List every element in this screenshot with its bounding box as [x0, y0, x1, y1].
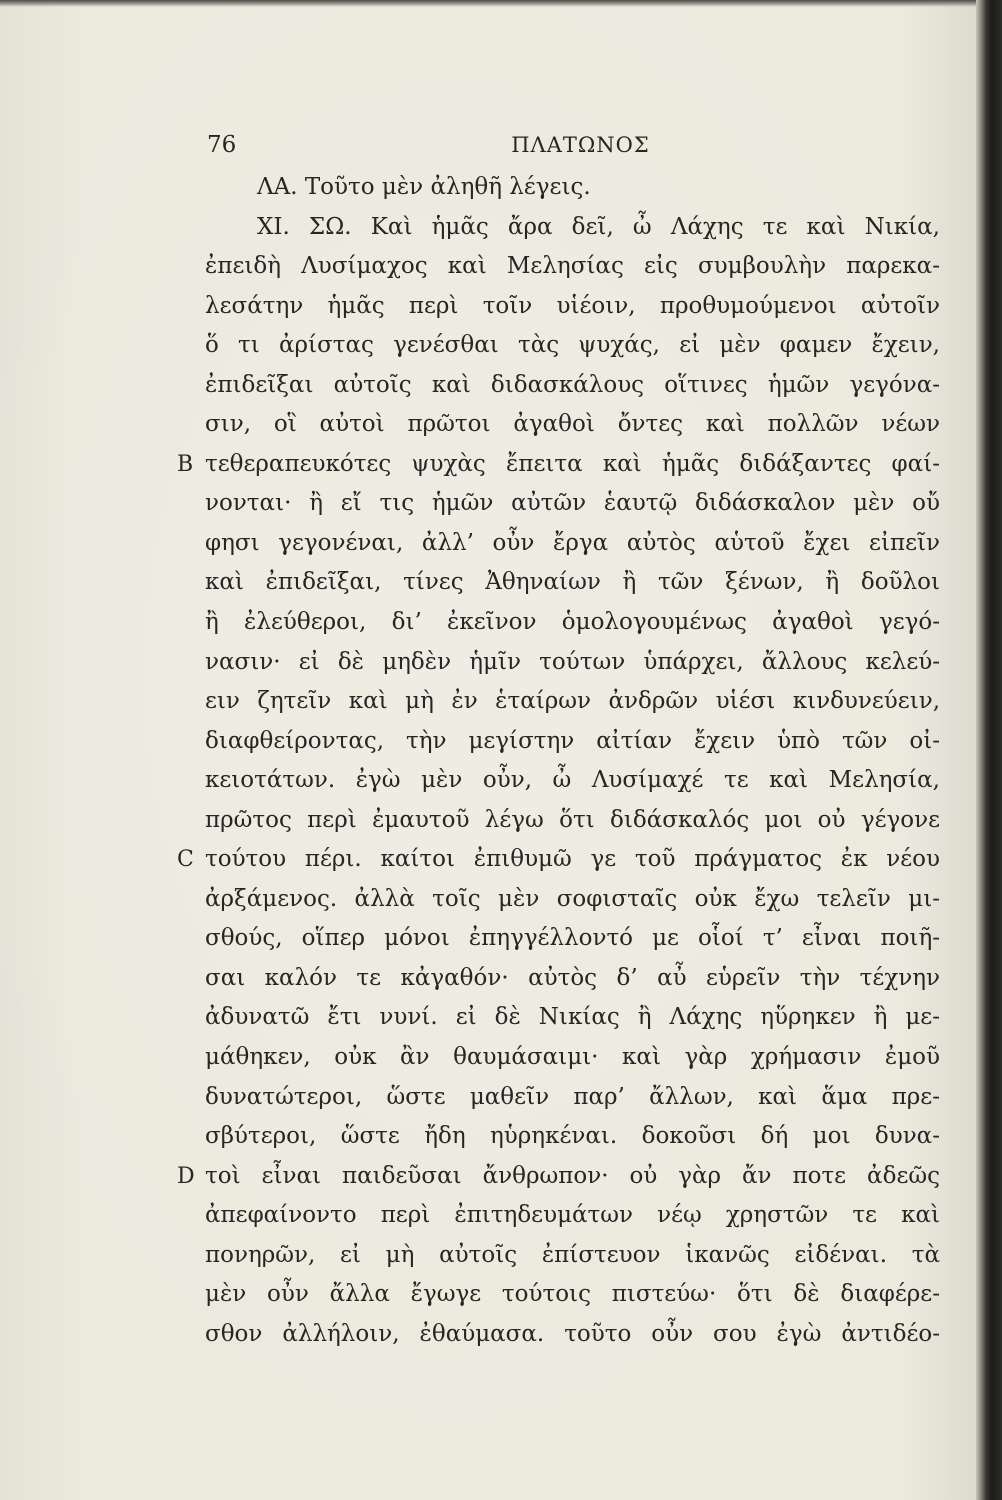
text-line [205, 1078, 940, 1118]
line-text: ἀρξάμενος. ἀλλὰ τοῖς μὲν σοφισταῖς οὐκ ἔχω τελεῖν μι- [205, 885, 940, 912]
text-line [205, 643, 940, 683]
text-line [205, 366, 940, 406]
text-line [205, 168, 940, 208]
line-text: ἢ ἐλεύθεροι, δι’ ἐκεῖνον ὁμολογουμένως ἀγαθοὶ γεγό- [205, 609, 940, 636]
line-text: ΛΑ. Τοῦτο μὲν ἀληθῆ λέγεις. [257, 174, 591, 200]
line-text: νονται· ἢ εἴ τις ἡμῶν αὐτῶν ἑαυτῷ διδάσκαλον μὲν οὔ [205, 490, 940, 517]
text-line [205, 563, 940, 603]
line-text: νασιν· εἰ δὲ μηδὲν ἡμῖν τούτων ὑπάρχει, ἄλλους κελεύ- [205, 648, 940, 675]
text-line [205, 722, 940, 762]
line-text: XI. ΣΩ. Καὶ ἡμᾶς ἄρα δεῖ, ὦ Λάχης τε καὶ Νικία, [257, 213, 940, 240]
text-line [205, 801, 940, 841]
line-text: διαφθείροντας, τὴν μεγίστην αἰτίαν ἔχειν ὑπὸ τῶν οἰ- [205, 727, 940, 754]
text-line [177, 445, 940, 485]
text-line [205, 603, 940, 643]
text-line [205, 484, 940, 524]
page-number: 76 [207, 132, 237, 158]
greek-text-body [177, 168, 940, 1354]
line-text: λεσάτην ἡμᾶς περὶ τοῖν υἱέοιν, προθυμούμενοι αὐτοῖν [205, 292, 940, 319]
line-text: σθούς, οἵπερ μόνοι ἐπηγγέλλοντό με οἷοί τ’ εἶναι ποιῆ- [205, 925, 940, 952]
line-text: κειοτάτων. ἐγὼ μὲν οὖν, ὦ Λυσίμαχέ τε καὶ Μελησία, [205, 767, 940, 794]
text-line [205, 1038, 940, 1078]
running-title: ΠΛΑΤΩΝΟΣ [511, 133, 650, 157]
line-text: τεθεραπευκότες ψυχὰς ἔπειτα καὶ ἡμᾶς διδάξαντες φαί- [205, 450, 940, 477]
text-line [205, 1275, 940, 1315]
text-line [205, 247, 940, 287]
line-text: ὅ τι ἀρίστας γενέσθαι τὰς ψυχάς, εἰ μὲν φαμεν ἔχειν, [205, 332, 940, 359]
book-spine-edge [976, 0, 1002, 1500]
text-line [205, 959, 940, 999]
line-text: μὲν οὖν ἄλλα ἔγωγε τούτοις πιστεύω· ὅτι δὲ διαφέρε- [205, 1281, 940, 1308]
line-text: σιν, οἳ αὐτοὶ πρῶτοι ἀγαθοὶ ὄντες καὶ πολλῶν νέων [205, 411, 940, 438]
line-text: ἐπειδὴ Λυσίμαχος καὶ Μελησίας εἰς συμβουλὴν παρεκα- [205, 253, 940, 280]
stephanus-marker: C [177, 847, 194, 873]
text-line [205, 998, 940, 1038]
line-text: σαι καλόν τε κἀγαθόν· αὐτὸς δ’ αὖ εὑρεῖν τὴν τέχνην [205, 964, 940, 991]
text-line [205, 287, 940, 327]
line-text: δυνατώτεροι, ὥστε μαθεῖν παρ’ ἄλλων, καὶ ἅμα πρε- [205, 1083, 940, 1110]
line-text: τούτου πέρι. καίτοι ἐπιθυμῶ γε τοῦ πράγματος ἐκ νέου [205, 846, 940, 873]
line-text: φησι γεγονέναι, ἀλλ’ οὖν ἔργα αὐτὸς αὑτοῦ ἔχει εἰπεῖν [205, 529, 940, 556]
line-text: σθον ἀλλήλοιν, ἐθαύμασα. τοῦτο οὖν σου ἐγὼ ἀντιδέο- [205, 1320, 940, 1347]
line-text: τοὶ εἶναι παιδεῦσαι ἄνθρωπον· οὐ γὰρ ἄν ποτε ἀδεῶς [205, 1162, 940, 1189]
running-header [205, 125, 940, 165]
text-line [177, 840, 940, 880]
text-line [205, 682, 940, 722]
line-text: πονηρῶν, εἰ μὴ αὐτοῖς ἐπίστευον ἱκανῶς εἰδέναι. τὰ [205, 1241, 940, 1268]
text-line [177, 1157, 940, 1197]
text-line [205, 1196, 940, 1236]
line-text: ἀδυνατῶ ἔτι νυνί. εἰ δὲ Νικίας ἢ Λάχης ηὕρηκεν ἢ με- [205, 1004, 940, 1031]
stephanus-marker: D [177, 1163, 195, 1189]
text-line [205, 1117, 940, 1157]
text-line [205, 761, 940, 801]
line-text: καὶ ἐπιδεῖξαι, τίνες Ἀθηναίων ἢ τῶν ξένων, ἢ δοῦλοι [205, 569, 940, 596]
line-text: πρῶτος περὶ ἐμαυτοῦ λέγω ὅτι διδάσκαλός μοι οὐ γέγονε [205, 806, 940, 833]
line-text: ἀπεφαίνοντο περὶ ἐπιτηδευμάτων νέῳ χρηστῶν τε καὶ [205, 1202, 940, 1229]
page-top-edge-shadow [0, 0, 978, 7]
text-line [205, 208, 940, 248]
line-text: σβύτεροι, ὥστε ἤδη ηὑρηκέναι. δοκοῦσι δή μοι δυνα- [205, 1123, 940, 1150]
line-text: ἐπιδεῖξαι αὐτοῖς καὶ διδασκάλους οἵτινες ἡμῶν γεγόνα- [205, 371, 940, 398]
text-line [205, 326, 940, 366]
text-line [205, 1236, 940, 1276]
text-line [205, 524, 940, 564]
text-line [205, 880, 940, 920]
text-line [205, 1315, 940, 1355]
line-text: μάθηκεν, οὐκ ἂν θαυμάσαιμι· καὶ γὰρ χρήμασιν ἐμοῦ [205, 1044, 940, 1071]
text-line [205, 405, 940, 445]
stephanus-marker: B [177, 451, 194, 477]
line-text: ειν ζητεῖν καὶ μὴ ἐν ἑταίρων ἀνδρῶν υἱέσι κινδυνεύειν, [205, 688, 940, 715]
text-line [205, 919, 940, 959]
